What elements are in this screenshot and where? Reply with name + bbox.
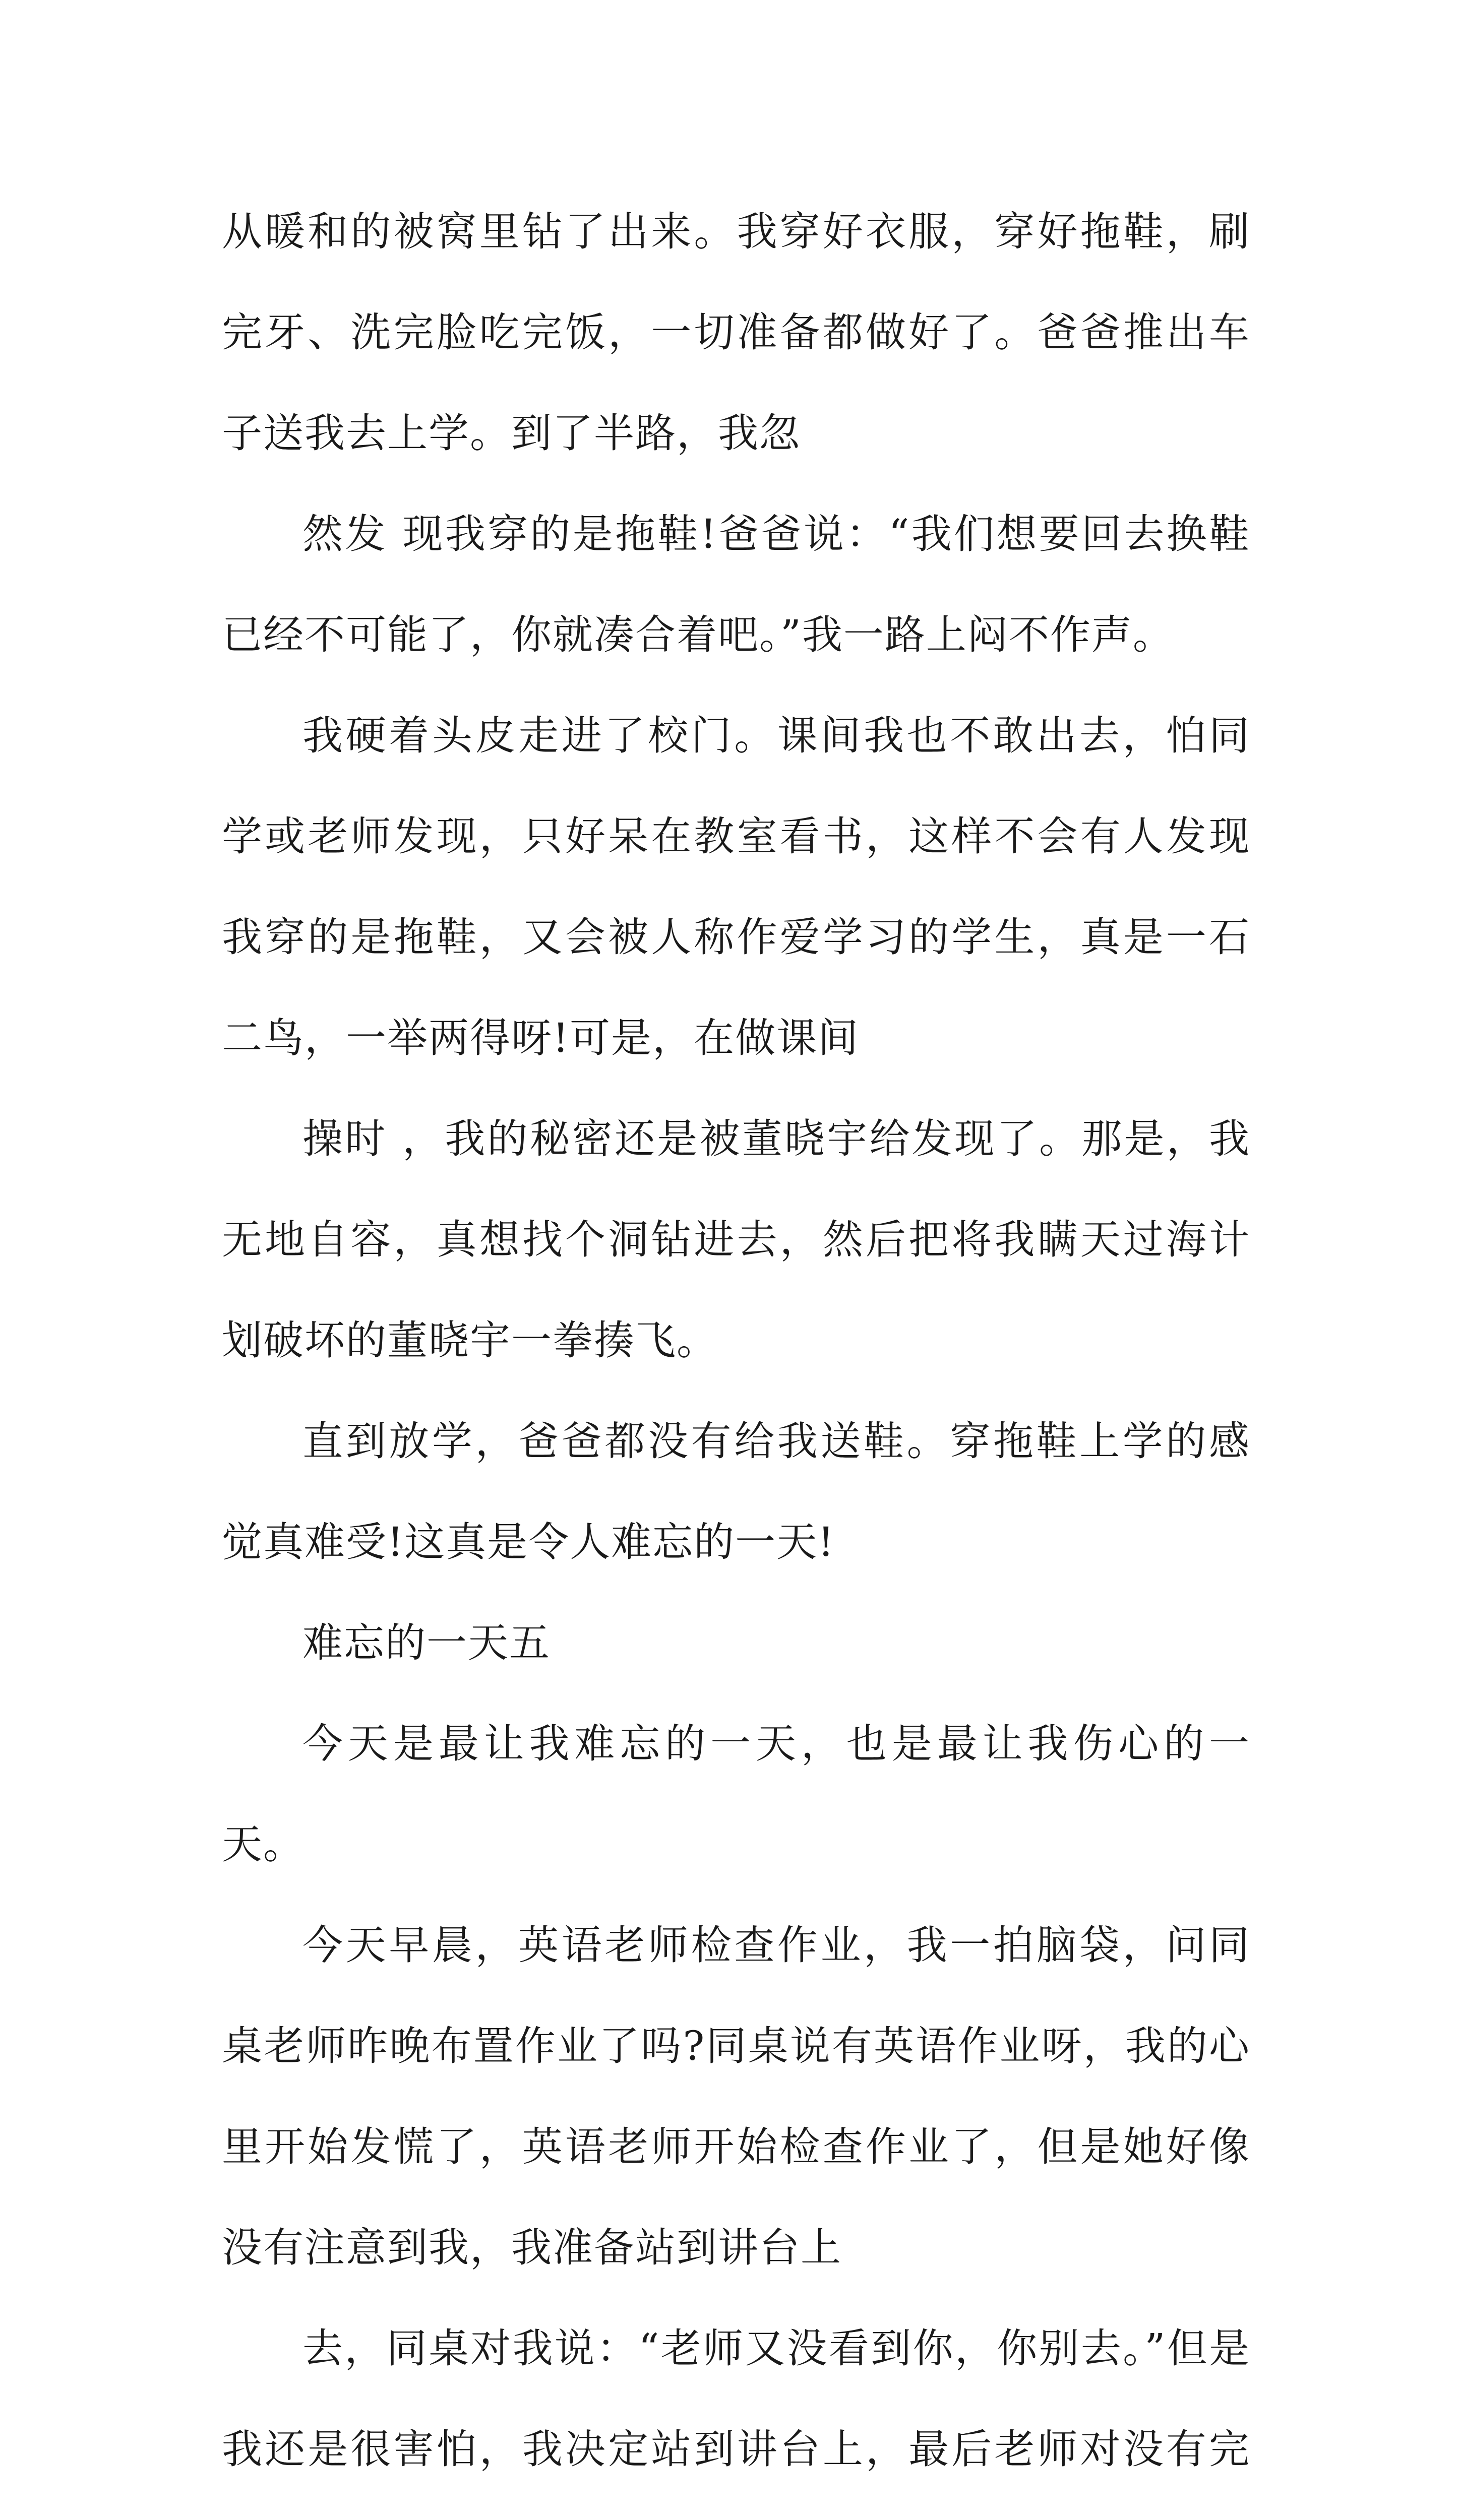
document-body xyxy=(222,181,1250,2520)
paragraph-2: 然发 现我穿的是拖鞋!爸爸说：“我们想要回去换鞋已经不可能了，你就凑合着吧。”我一路上闷不作声。 xyxy=(222,511,1250,658)
section-heading: 难忘的一天五 xyxy=(302,1619,551,1666)
paragraph-8: 今天早晨，英语老师检查作业，我一拍脑袋，问同桌老师昨晚布置作业了吗?同桌说有英语作业呀，我的心里开始发慌了，英语老师开始检查作业了，但是她好像没有注意到我，我准备站到讲台上 xyxy=(222,1922,1250,2271)
paragraph-4: 操时 ，我的秘密还是被董晓宇给发现了。那是，我无地自容，真想找个洞钻进去，然后把将我瞒天过海计划破坏的董晓宇一拳揍飞。 xyxy=(222,1115,1250,1364)
paragraph-1: 从暖和的被窝里钻了出来。我穿好衣服，穿好拖鞋，刷完牙、洗完脸吃完饭，一切准备都做好了。爸爸推出车子送我去上学。到了半路，我忽 xyxy=(222,208,1250,457)
paragraph-3: 我硬着头皮走进了校门。课间我也不敢出去，怕同学或老师发现，只好呆在教室看书，这样不会有人发现我穿的是拖鞋，又会被人称作爱学习的学生，真是一石二鸟，一举两得呀!可是，在做课间 xyxy=(222,712,1250,1061)
paragraph-9: 去，同桌对我说：“老师又没看到你，你别去。”但是我还是很害怕，我决定站到讲台上，最后老师对没有完 xyxy=(222,2325,1250,2473)
paragraph-7: 今天是最让我难忘的一天，也是最让我伤心的一天。 xyxy=(222,1720,1250,1868)
paragraph-5: 直到放学，爸爸都没有给我送鞋。穿拖鞋上学的感觉真难受!这真是令人难忘的一天! xyxy=(222,1418,1250,1565)
